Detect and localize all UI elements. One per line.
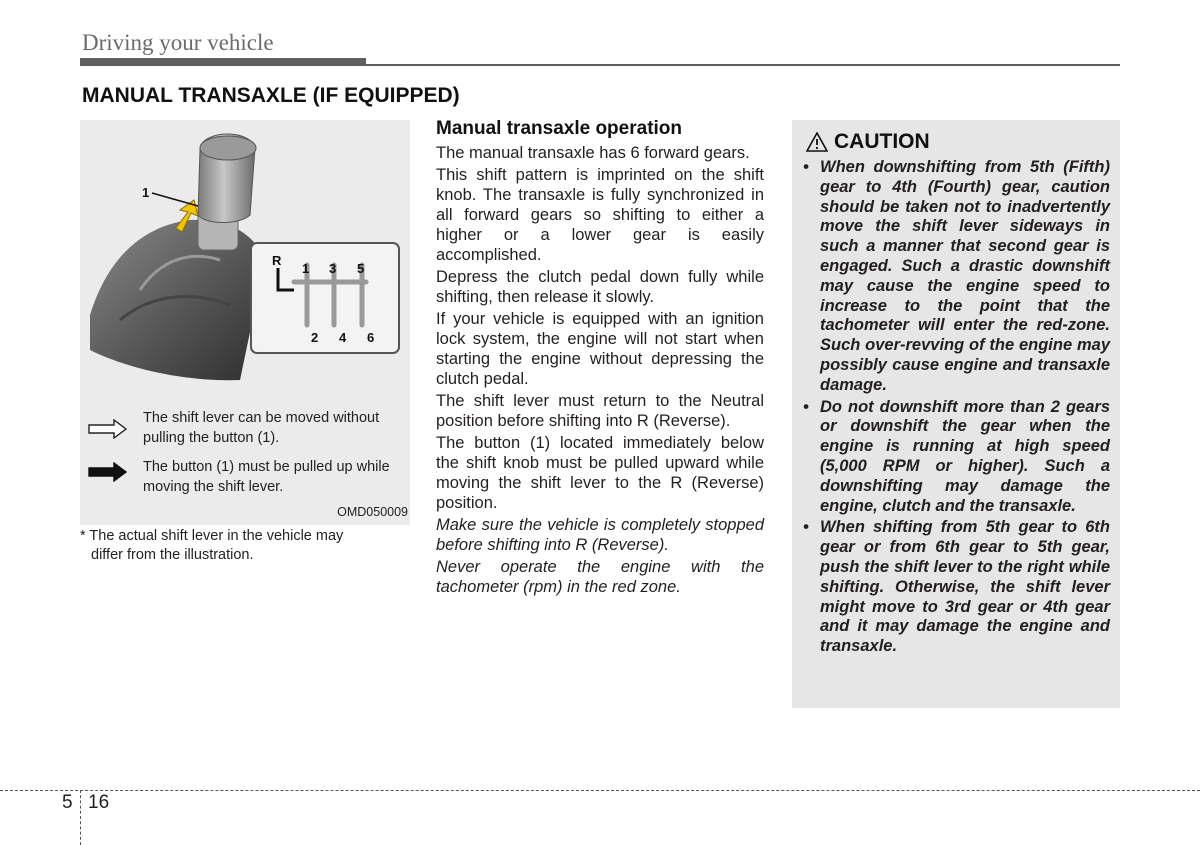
caution-item (802, 398, 1110, 517)
operation-paragraph: Depress the clutch pedal down fully while shifting, then release it slowly. (436, 268, 764, 306)
shift-boot (90, 220, 265, 380)
gear-label-2: 2 (311, 330, 319, 345)
gear-label-6: 6 (367, 330, 375, 345)
section-title: MANUAL TRANSAXLE (IF EQUIPPED) (82, 84, 460, 107)
caution-item-text: Do not downshift more than 2 gears or downshift the gear when the engine is running at high speed (5,000 RPM or higher). Such a downshifting may damage the engine, clutch and the transaxle. (820, 397, 1110, 515)
footer-rule (0, 790, 1200, 791)
bullet: • (803, 158, 809, 176)
caution-header (806, 130, 930, 154)
legend-row-hollow (86, 407, 408, 449)
solid-arrow-icon (88, 462, 128, 482)
footnote-line-1: * The actual shift lever in the vehicle may (80, 528, 344, 544)
header-rule-thin (366, 64, 1120, 66)
operation-paragraph: This shift pattern is imprinted on the shift knob. The transaxle is fully synchronized in all forward gears so shifting to either a higher or a lower gear is easily accomplished. (436, 166, 764, 264)
operation-heading: Manual transaxle operation (436, 118, 683, 139)
bullet: • (803, 397, 809, 416)
shift-lever-illustration (80, 120, 410, 390)
gear-label-1: 1 (302, 261, 310, 276)
gear-label-5: 5 (357, 261, 365, 276)
header-rule-thick (80, 58, 366, 66)
operation-column (436, 118, 764, 599)
bullet: • (803, 518, 809, 537)
gear-label-3: 3 (329, 261, 337, 276)
chapter-number: 5 (62, 792, 73, 813)
shift-lever-figure (80, 120, 410, 525)
footer-divider (80, 790, 81, 845)
operation-paragraph: If your vehicle is equipped with an ignition lock system, the engine will not start when starting the engine without depressing the clutch pedal. (436, 310, 764, 388)
figure-code: OMD050009 (337, 505, 408, 519)
legend-text-solid: The button (1) must be pulled up while moving the shift lever. (143, 459, 390, 495)
caution-item (802, 518, 1110, 657)
page-number: 16 (88, 792, 110, 813)
caution-box (792, 120, 1120, 708)
figure-footnote (80, 527, 400, 565)
caution-title: CAUTION (834, 130, 930, 153)
footnote-line-2: differ from the illustration. (91, 547, 254, 563)
caution-item-text: When shifting from 5th gear to 6th gear or from 6th gear to 5th gear, push the shift lever to the right while shifting. Otherwise, the shift lever might move to 3rd gear or 4th gear and it may damage the engine and transaxle. (820, 518, 1110, 656)
gear-label-r: R (272, 253, 282, 268)
operation-paragraph: The manual transaxle has 6 forward gears. (436, 144, 750, 162)
legend-text-hollow: The shift lever can be moved without pulling the button (1). (143, 410, 380, 446)
caution-list (802, 158, 1110, 659)
caution-item-text: When downshifting from 5th (Fifth) gear to 4th (Fourth) gear, caution should be taken not to inadvertently move the shift lever sideways in such a manner that second gear is engaged. Such a drastic downshift may cause the engine speed to increase to the point that the tachometer will enter the red-zone. Such over-revving of the engine may possibly cause engine and transaxle damage. (820, 158, 1110, 394)
operation-paragraph: The button (1) located immediately below the shift knob must be pulled upward while moving the shift lever to the R (Reverse) position. (436, 434, 764, 512)
caution-item (802, 158, 1110, 396)
callout-number: 1 (142, 185, 150, 200)
warning-triangle-icon (806, 132, 828, 152)
operation-paragraph: The shift lever must return to the Neutral position before shifting into R (Reverse). (436, 392, 764, 430)
operation-italic-paragraph: Never operate the engine with the tachometer (rpm) in the red zone. (436, 558, 764, 596)
operation-italic-paragraph: Make sure the vehicle is completely stopped before shifting into R (Reverse). (436, 516, 764, 554)
header-title: Driving your vehicle (82, 30, 274, 55)
gear-label-4: 4 (339, 330, 347, 345)
legend-row-solid (86, 456, 408, 498)
hollow-arrow-icon (88, 419, 128, 439)
